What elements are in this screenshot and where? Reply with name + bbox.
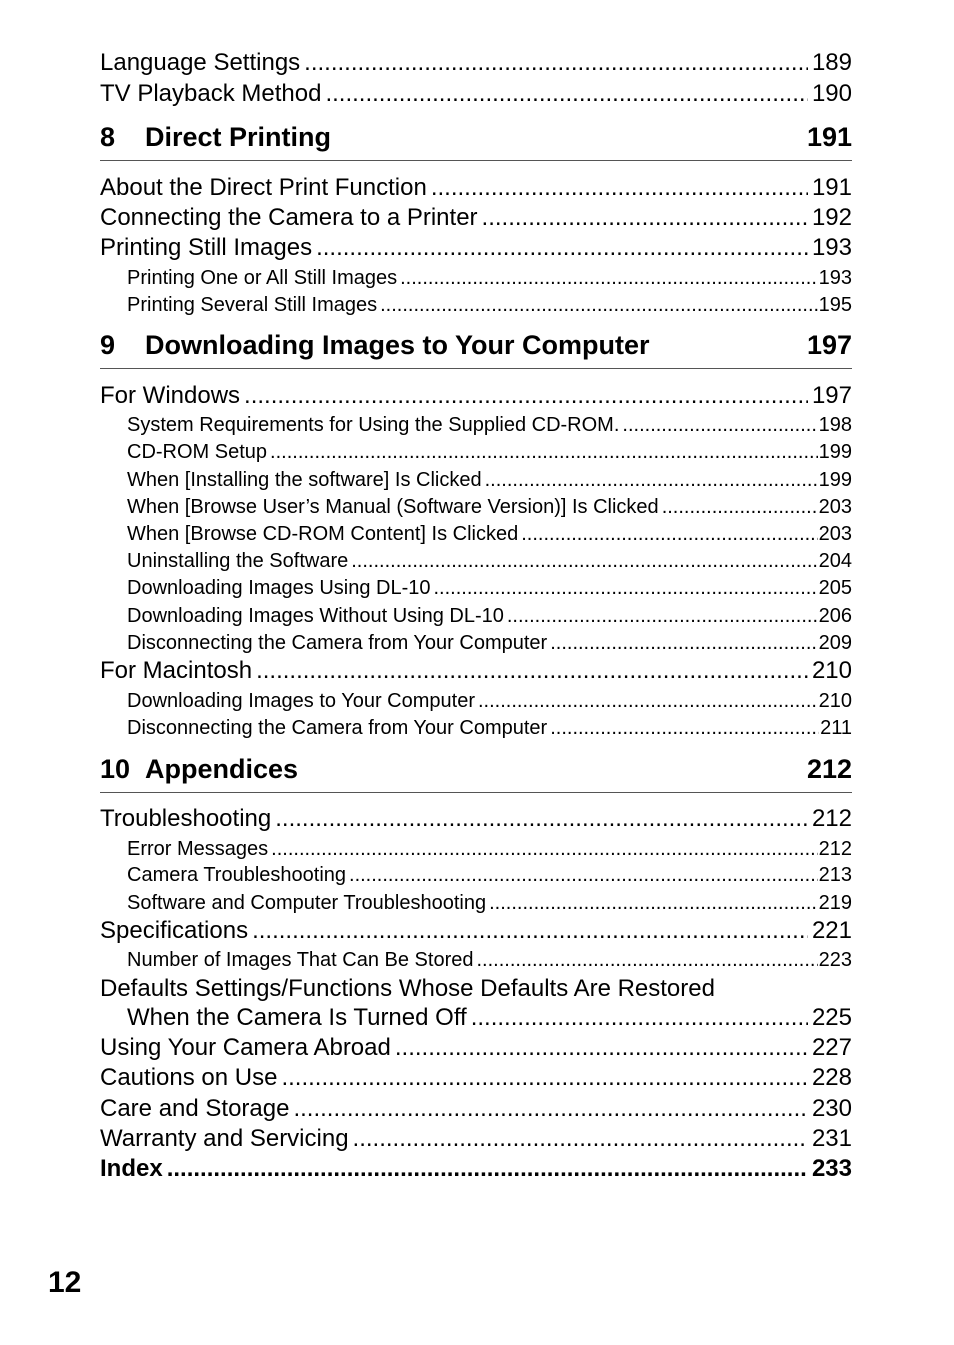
leader-dots	[167, 1154, 808, 1184]
chapter-page: 197	[806, 330, 852, 360]
leader-dots	[281, 1063, 808, 1093]
toc-entry-title: Downloading Images Without Using DL-10	[127, 605, 504, 627]
chapter-page: 212	[806, 754, 852, 784]
toc-entry[interactable]	[100, 1124, 852, 1154]
toc-entry-wrapped-continuation[interactable]	[100, 1003, 852, 1033]
toc-entry-page: 193	[811, 234, 852, 261]
toc-entry[interactable]	[100, 233, 852, 263]
toc-subentry[interactable]	[100, 548, 852, 574]
toc-entry-title: When [Browse User’s Manual (Software Version)] Is Clicked	[127, 496, 659, 518]
toc-entry-page: 203	[818, 496, 852, 518]
toc-subentry[interactable]	[100, 494, 852, 520]
toc-entry-title: Connecting the Camera to a Printer	[100, 204, 478, 231]
leader-dots	[270, 439, 818, 465]
toc-subentry[interactable]	[100, 890, 852, 916]
leader-dots	[244, 381, 808, 411]
toc-entry-page: 230	[811, 1095, 852, 1122]
toc-entry-page: 203	[818, 523, 852, 545]
toc-entry-page: 204	[818, 550, 852, 572]
leader-dots	[507, 603, 818, 629]
toc-entry-title: For Windows	[100, 382, 241, 409]
toc-entry[interactable]	[100, 656, 852, 686]
toc-subentry[interactable]	[100, 836, 852, 862]
toc-entry[interactable]	[100, 203, 852, 233]
chapter-divider	[100, 368, 852, 369]
toc-entry-page: 192	[811, 204, 852, 231]
toc-subentry[interactable]	[100, 265, 852, 291]
leader-dots	[349, 862, 818, 888]
chapter-page: 191	[806, 122, 852, 152]
toc-entry-title: Camera Troubleshooting	[127, 864, 347, 886]
toc-entry-title: Printing One or All Still Images	[127, 267, 398, 289]
leader-dots	[316, 233, 808, 263]
toc-entry-title: TV Playback Method	[100, 80, 322, 107]
toc-entry[interactable]	[100, 916, 852, 946]
page-number: 12	[48, 1266, 82, 1299]
chapter-number: 9	[100, 330, 116, 360]
leader-dots	[252, 916, 808, 946]
leader-dots	[478, 688, 818, 714]
leader-dots	[395, 1033, 808, 1063]
toc-entry[interactable]	[100, 1033, 852, 1063]
toc-entry-title: Defaults Settings/Functions Whose Defaults Are Restored	[100, 975, 715, 1002]
toc-subentry[interactable]	[100, 947, 852, 973]
leader-dots	[304, 48, 808, 78]
leader-dots	[485, 467, 818, 493]
chapter-heading-10[interactable]	[100, 752, 852, 786]
leader-dots	[325, 79, 808, 109]
toc-entry-title: Troubleshooting	[100, 805, 272, 832]
toc-entry-page: 225	[811, 1004, 852, 1031]
leader-dots	[622, 412, 817, 438]
toc-subentry[interactable]	[100, 412, 852, 438]
toc-subentry[interactable]	[100, 862, 852, 888]
toc-entry[interactable]	[100, 381, 852, 411]
chapter-title: Direct Printing	[145, 122, 332, 152]
toc-entry-title: Cautions on Use	[100, 1064, 278, 1091]
toc-entry-title: CD-ROM Setup	[127, 441, 268, 463]
toc-entry-title: Error Messages	[127, 838, 269, 860]
toc-entry-title: For Macintosh	[100, 657, 253, 684]
toc-entry-page: 227	[811, 1034, 852, 1061]
toc-entry-index[interactable]	[100, 1154, 852, 1184]
leader-dots	[431, 173, 808, 203]
toc-entry[interactable]	[100, 1094, 852, 1124]
chapter-number: 10	[100, 754, 131, 784]
toc-subentry[interactable]	[100, 521, 852, 547]
toc-entry-language-settings[interactable]	[100, 48, 852, 78]
toc-entry-title: When the Camera Is Turned Off	[127, 1004, 467, 1031]
leader-dots	[489, 890, 818, 916]
toc-entry-title: System Requirements for Using the Supplied CD-ROM.	[127, 414, 620, 436]
toc-entry-title: Uninstalling the Software	[127, 550, 349, 572]
toc-entry-title: Care and Storage	[100, 1095, 290, 1122]
toc-entry-title: Language Settings	[100, 49, 301, 76]
toc-entry-page: 195	[818, 294, 852, 316]
toc-entry-title: Printing Several Still Images	[127, 294, 378, 316]
toc-entry-page: 223	[818, 949, 852, 971]
toc-entry-title: Software and Computer Troubleshooting	[127, 892, 487, 914]
toc-entry-page: 189	[811, 49, 852, 76]
leader-dots	[471, 1003, 808, 1033]
toc-entry-title: Disconnecting the Camera from Your Computer	[127, 632, 548, 654]
toc-entry-title: Downloading Images Using DL-10	[127, 577, 431, 599]
leader-dots	[275, 804, 808, 834]
toc-entry-wrapped-first-line[interactable]	[100, 974, 852, 1004]
toc-entry-title: Specifications	[100, 917, 249, 944]
toc-entry-title: Number of Images That Can Be Stored	[127, 949, 474, 971]
toc-entry-page: 191	[811, 174, 852, 201]
toc-subentry[interactable]	[100, 292, 852, 318]
toc-entry-page: 212	[811, 805, 852, 832]
leader-dots	[293, 1094, 807, 1124]
leader-dots	[521, 521, 817, 547]
toc-subentry[interactable]	[100, 467, 852, 493]
leader-dots	[271, 836, 817, 862]
toc-entry[interactable]	[100, 173, 852, 203]
toc-subentry[interactable]	[100, 439, 852, 465]
leader-dots	[351, 548, 817, 574]
toc-entry-page: 197	[811, 382, 852, 409]
leader-dots	[353, 1124, 808, 1154]
toc-entry-page: 228	[811, 1064, 852, 1091]
toc-entry-tv-playback-method[interactable]	[100, 79, 852, 109]
toc-entry-title: When [Installing the software] Is Clicked	[127, 469, 482, 491]
toc-entry-page: 210	[818, 690, 852, 712]
leader-dots	[550, 630, 817, 656]
toc-entry-title: Downloading Images to Your Computer	[127, 690, 475, 712]
toc-entry[interactable]	[100, 804, 852, 834]
leader-dots	[380, 292, 818, 318]
toc-entry-page: 209	[818, 632, 852, 654]
toc-subentry[interactable]	[100, 715, 852, 741]
toc-subentry[interactable]	[100, 688, 852, 714]
chapter-divider	[100, 792, 852, 793]
toc-entry-page: 212	[818, 838, 852, 860]
toc-entry-page: 190	[811, 80, 852, 107]
leader-dots	[662, 494, 818, 520]
toc-entry-page: 233	[811, 1155, 852, 1182]
leader-dots	[476, 947, 817, 973]
chapter-title: Downloading Images to Your Computer	[145, 330, 650, 360]
toc-entry-page: 213	[818, 864, 852, 886]
toc-entry[interactable]	[100, 1063, 852, 1093]
toc-entry-title: Disconnecting the Camera from Your Computer	[127, 717, 548, 739]
toc-entry-page: 210	[811, 657, 852, 684]
toc-entry-title: Index	[100, 1155, 163, 1182]
chapter-heading-8[interactable]	[100, 120, 852, 154]
toc-entry-page: 199	[818, 441, 852, 463]
chapter-title: Appendices	[145, 754, 299, 784]
leader-dots	[256, 656, 808, 686]
toc-entry-page: 193	[818, 267, 852, 289]
toc-entry-page: 199	[818, 469, 852, 491]
toc-entry-title: Warranty and Servicing	[100, 1125, 349, 1152]
toc-entry-page: 206	[818, 605, 852, 627]
toc-entry-page: 211	[820, 717, 852, 739]
chapter-divider	[100, 160, 852, 161]
toc-entry-page: 205	[818, 577, 852, 599]
chapter-heading-9[interactable]	[100, 328, 852, 362]
leader-dots	[434, 575, 818, 601]
toc-subentry[interactable]	[100, 630, 852, 656]
toc-entry-title: When [Browse CD-ROM Content] Is Clicked	[127, 523, 519, 545]
toc-entry-title: Printing Still Images	[100, 234, 313, 261]
leader-dots	[550, 715, 819, 741]
toc-entry-page: 221	[811, 917, 852, 944]
toc-entry-page: 219	[818, 892, 852, 914]
toc-subentry[interactable]	[100, 603, 852, 629]
toc-subentry[interactable]	[100, 575, 852, 601]
chapter-number: 8	[100, 122, 116, 152]
leader-dots	[400, 265, 818, 291]
toc-entry-title: Using Your Camera Abroad	[100, 1034, 391, 1061]
toc-entry-page: 231	[811, 1125, 852, 1152]
toc-entry-title: About the Direct Print Function	[100, 174, 427, 201]
leader-dots	[482, 203, 808, 233]
toc-entry-page: 198	[818, 414, 852, 436]
